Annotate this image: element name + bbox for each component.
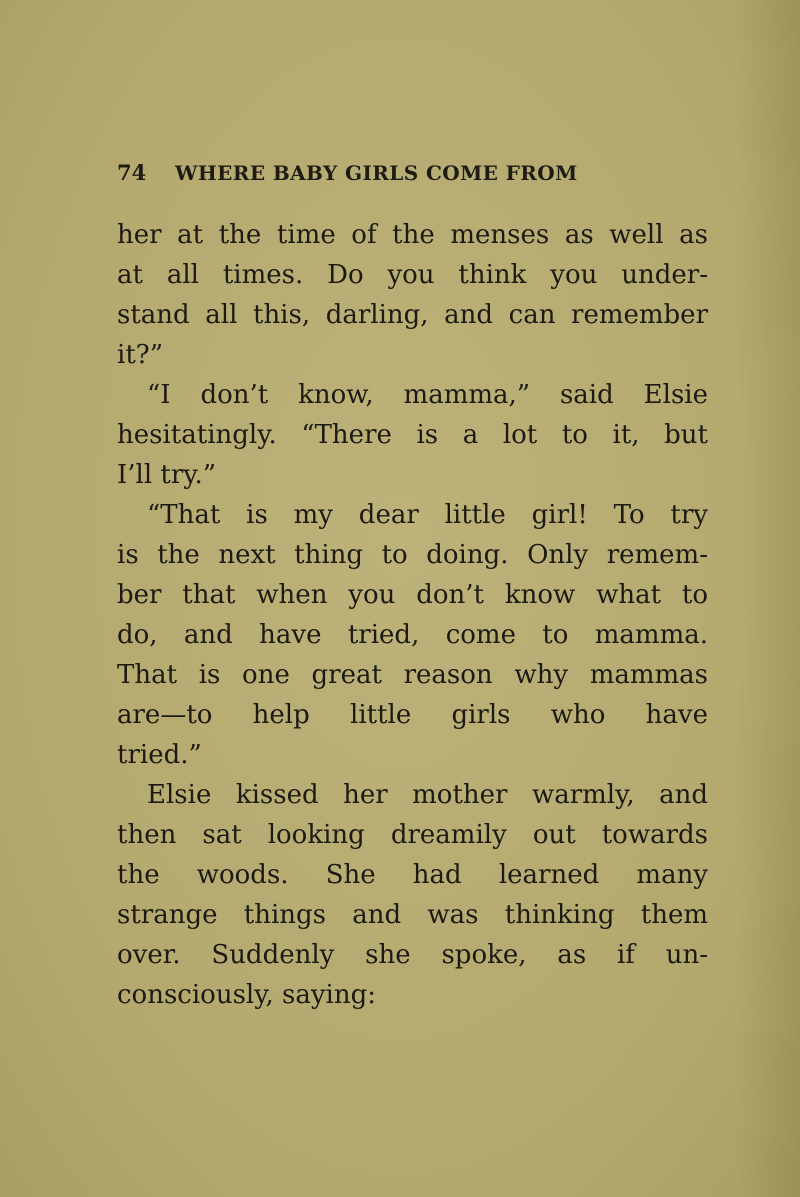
text-line: do, and have tried, come to mamma.: [117, 620, 708, 650]
text-line: hesitatingly. “There is a lot to it, but: [117, 420, 708, 450]
text-line: stand all this, darling, and can remember: [117, 300, 708, 330]
text-line: it?”: [117, 340, 163, 370]
text-line: “That is my dear little girl! To try: [147, 500, 708, 530]
text-line: “I don’t know, mamma,” said Elsie: [147, 380, 708, 410]
text-line: her at the time of the menses as well as: [117, 220, 708, 250]
text-line: then sat looking dreamily out towards: [117, 820, 708, 850]
text-line: ber that when you don’t know what to: [117, 580, 708, 610]
running-head-title: WHERE BABY GIRLS COME FROM: [175, 161, 578, 185]
text-line: That is one great reason why mammas: [117, 660, 708, 690]
text-line: consciously, saying:: [117, 980, 376, 1010]
running-head: [117, 158, 717, 192]
text-line: Elsie kissed her mother warmly, and: [147, 780, 708, 810]
text-line: over. Suddenly she spoke, as if un-: [117, 940, 708, 970]
text-line: are—to help little girls who have: [117, 700, 708, 730]
text-line: tried.”: [117, 740, 202, 770]
text-line: at all times. Do you think you under-: [117, 260, 708, 290]
text-line: I’ll try.”: [117, 460, 217, 490]
text-line: is the next thing to doing. Only remem-: [117, 540, 708, 570]
page-number: 74: [117, 160, 147, 185]
body-text: [117, 215, 708, 1015]
text-line: the woods. She had learned many: [117, 860, 708, 890]
text-line: strange things and was thinking them: [117, 900, 708, 930]
